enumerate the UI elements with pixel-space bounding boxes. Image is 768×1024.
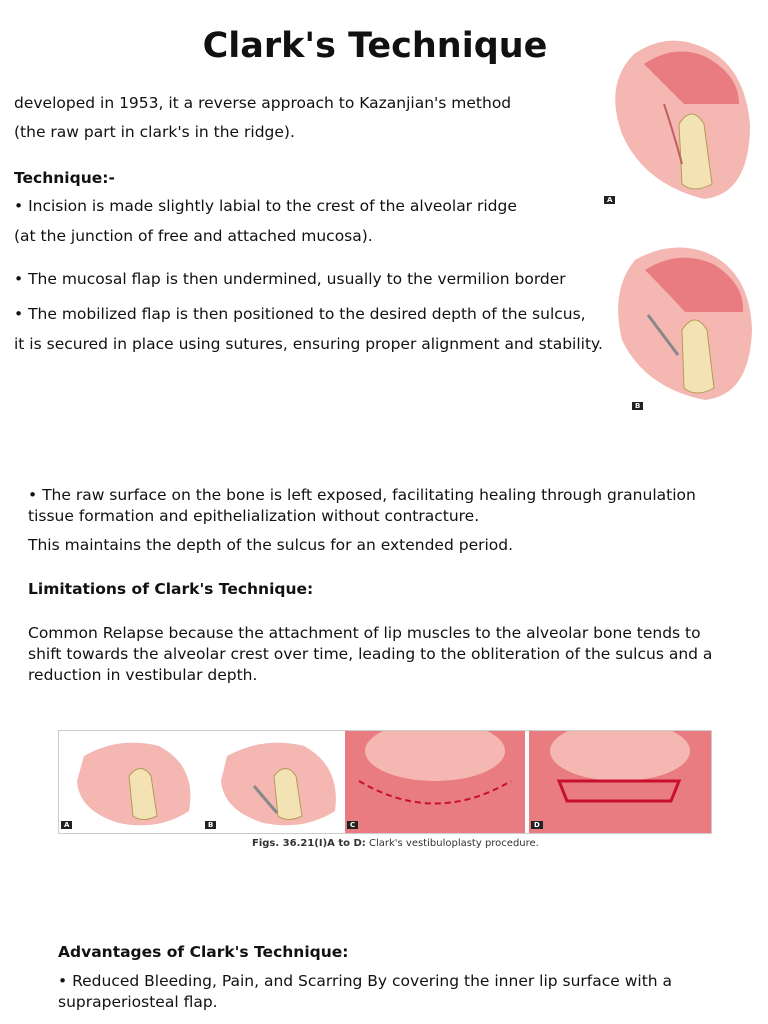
figure-caption-bold: Figs. 36.21(I)A to D: [252,838,366,849]
side-figure-b-illustration [610,240,755,405]
limitations-heading: Limitations of Clark's Technique: [28,580,314,598]
figure-panel-b-label: B [205,821,216,829]
side-figure-b [610,240,755,412]
technique-bullet-3: • The mobilized flap is then positioned to the desired depth of the sulcus, [14,305,586,323]
technique-bullet-1-cont: (at the junction of free and attached mucosa). [14,227,373,245]
figure-caption-text: Clark's vestibuloplasty procedure. [365,838,539,849]
figure-panel-c-label: C [347,821,358,829]
technique-bullet-1: • Incision is made slightly labial to the crest of the alveolar ridge [14,197,517,215]
figure-panel-a-label: A [61,821,72,829]
intro-line-2: (the raw part in clark's in the ridge). [14,123,295,141]
limitations-text: Common Relapse because the attachment of lip muscles to the alveolar bone tends to shift towards the alveolar crest over time, leading to the obliteration of the sulcus and a reduction in vestibular depth. [28,624,713,684]
procedure-figure-illustration [59,731,711,833]
technique-bullet-2: • The mucosal flap is then undermined, usually to the vermilion border [14,270,566,288]
side-figure-a-illustration [604,34,754,206]
figure-panel-d-label: D [531,821,543,829]
technique-note: This maintains the depth of the sulcus for an extended period. [28,536,514,554]
figure-caption [252,838,539,849]
side-figure-a [604,34,754,206]
intro-line-1: developed in 1953, it a reverse approach to Kazanjian's method [14,94,512,112]
technique-bullet-4: • The raw surface on the bone is left exposed, facilitating healing through granulation tissue formation and epithelialization without contracture. [28,486,696,525]
procedure-figure [58,730,712,834]
page-title: Clark's Technique [202,26,548,66]
side-figure-a-label: A [604,196,615,204]
technique-bullet-3-cont: it is secured in place using sutures, ensuring proper alignment and stability. [14,335,603,353]
technique-heading: Technique:- [14,169,115,187]
side-figure-b-label: B [632,402,643,410]
advantages-bullet-1: • Reduced Bleeding, Pain, and Scarring By covering the inner lip surface with a supraperiosteal flap. [58,972,673,1011]
advantages-heading: Advantages of Clark's Technique: [58,943,349,961]
